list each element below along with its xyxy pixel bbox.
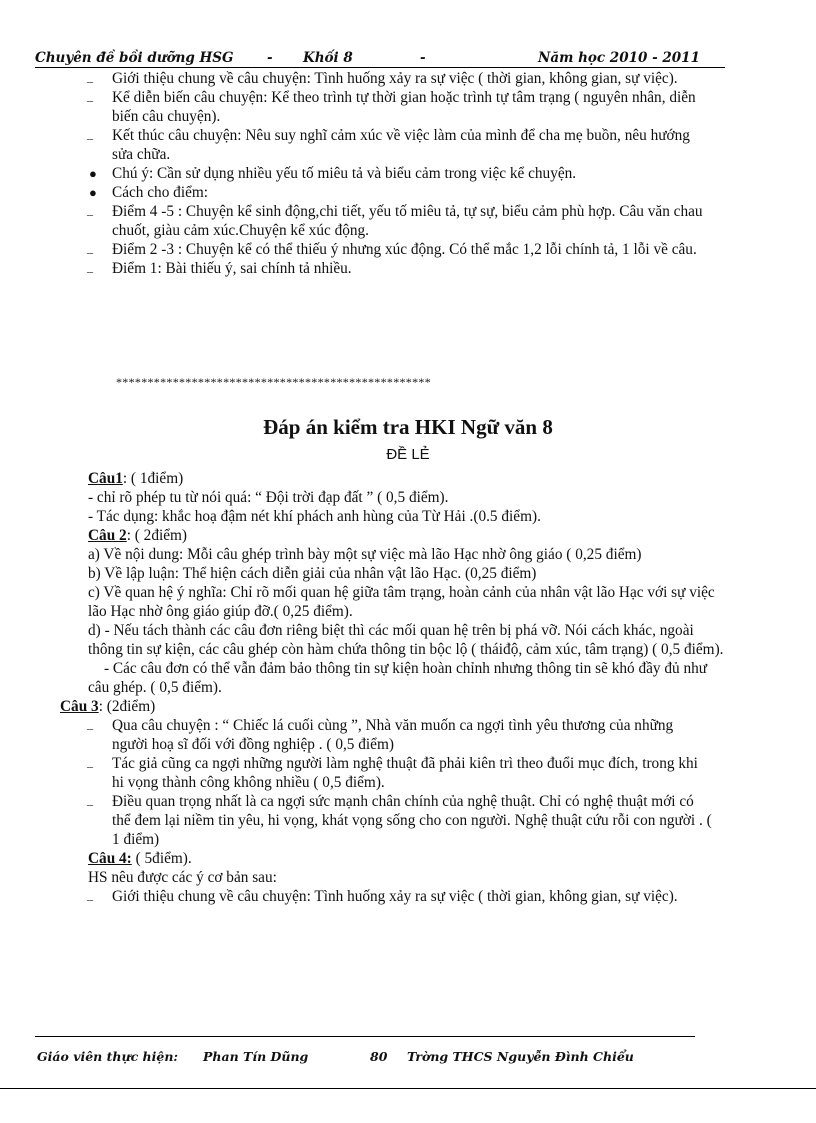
answer-line: HS nêu được các ý cơ bản sau: xyxy=(88,869,277,886)
answers-section xyxy=(0,469,816,906)
question-4-header: Câu 4: ( 5điểm). xyxy=(88,850,192,867)
list-item: – Điểm 1: Bài thiếu ý, sai chính tả nhiều. xyxy=(0,259,712,278)
page-header xyxy=(35,47,725,68)
page-title: Đáp án kiểm tra HKI Ngữ văn 8 xyxy=(263,415,553,439)
list-item: – Tác giả cũng ca ngợi những người làm nghệ thuật đã phải kiên trì theo đuổi mục đích, trong khi hi vọng thành công không nhiều ( 0,5 điểm). xyxy=(87,755,698,791)
bullet-item: ● Chú ý: Cần sử dụng nhiều yếu tố miêu tả và biểu cảm trong việc kể chuyện. xyxy=(89,165,577,182)
bullet-item: ● Cách cho điểm: xyxy=(89,184,209,201)
question-heading: Câu1 xyxy=(88,470,123,487)
answer-line: b) Về lập luận: Thể hiện cách diễn giải của nhân vật lão Hạc. (0,25 điểm) xyxy=(88,565,537,582)
list-item: – Giới thiệu chung về câu chuyện: Tình huống xảy ra sự việc ( thời gian, không gian, sự việc). xyxy=(0,887,712,906)
answer-line: - Tác dụng: khắc hoạ đậm nét khí phách anh hùng của Từ Hải .(0.5 điểm). xyxy=(88,508,541,525)
header-sep-2: - xyxy=(420,50,426,66)
answer-line: - Các câu đơn có thể vẫn đảm bảo thông tin sự kiện hoàn chỉnh nhưng thông tin sẽ khó đầy đủ như câu ghép. ( 0,5 điểm). xyxy=(88,660,708,696)
footer-teacher-name: Phan Tín Dũng xyxy=(203,1049,309,1064)
answer-line: c) Về quan hệ ý nghĩa: Chỉ rõ mối quan hệ giữa tâm trạng, hoàn cảnh của nhân vật lão Hạc với sự việc lão Hạc nhờ ông giáo giúp đỡ.( 0,25 điểm). xyxy=(88,584,715,620)
dash-marker: – xyxy=(87,264,93,278)
bullet-marker: ● xyxy=(89,185,97,200)
bottom-divider xyxy=(0,1088,816,1089)
question-1-header: Câu1: ( 1điểm) xyxy=(88,470,184,487)
header-grade: Khối 8 xyxy=(303,50,353,66)
dash-marker: – xyxy=(87,892,93,906)
question-3-header: Câu 3: (2điểm) xyxy=(60,698,156,715)
star-divider: ************************************************** xyxy=(116,375,431,389)
page-footer xyxy=(35,1036,695,1065)
dash-marker: – xyxy=(87,93,93,107)
page-subtitle: ĐỀ LẺ xyxy=(386,446,430,463)
header-year: Năm học 2010 - 2011 xyxy=(538,50,700,66)
footer-page-number: 80 xyxy=(370,1049,388,1064)
list-item: – Kể diễn biến câu chuyện: Kể theo trình tự thời gian hoặc trình tự tâm trạng ( nguyên nhân, diễn biến câu chuyện). xyxy=(87,89,696,125)
dash-marker: – xyxy=(87,207,93,221)
list-item: – Điểm 2 -3 : Chuyện kể có thể thiếu ý nhưng xúc động. Có thể mắc 1,2 lỗi chính tả, 1 lỗi về câu. xyxy=(0,240,712,259)
bullet-marker: ● xyxy=(89,166,97,181)
list-item: – Điều quan trọng nhất là ca ngợi sức mạnh chân chính của nghệ thuật. Chỉ có nghệ thuật mới có thể đem lại niềm tin yêu, hi vọng, khát vọng sống cho con người. Nghệ thuật cứu rỗi con người . ( 1 điểm) xyxy=(87,793,712,848)
answer-line: - chỉ rõ phép tu từ nói quá: “ Đội trời đạp đất ” ( 0,5 điểm). xyxy=(88,489,449,506)
header-sep-1: - xyxy=(267,50,273,66)
dash-marker: – xyxy=(87,74,93,88)
answer-line: a) Về nội dung: Mỗi câu ghép trình bày một sự việc mà lão Hạc nhờ ông giáo ( 0,25 điểm) xyxy=(88,546,642,563)
footer-teacher-label: Giáo viên thực hiện: xyxy=(37,1049,179,1064)
header-course: Chuyên đề bồi dưỡng HSG xyxy=(35,50,234,66)
footer-school: Trờng THCS Nguyễn Đình Chiểu xyxy=(407,1049,634,1064)
question-2-header: Câu 2: ( 2điểm) xyxy=(88,527,188,544)
dash-marker: – xyxy=(87,245,93,259)
dash-marker: – xyxy=(87,131,93,145)
list-item: – Kết thúc câu chuyện: Nêu suy nghĩ cảm xúc về việc làm của mình để cha mẹ buồn, nêu hướng sửa chữa. xyxy=(87,127,690,163)
dash-marker: – xyxy=(87,721,93,735)
list-item: – Điểm 4 -5 : Chuyện kể sinh động,chi tiết, yếu tố miêu tả, tự sự, biểu cảm phù hợp. Câu văn chau chuốt, giàu cảm xúc.Chuyện kể xúc động. xyxy=(87,203,703,239)
question-heading: Câu 3 xyxy=(60,698,99,715)
question-heading: Câu 4: xyxy=(88,850,132,867)
dash-marker: – xyxy=(87,797,93,811)
list-item: – Giới thiệu chung về câu chuyện: Tình huống xảy ra sự việc ( thời gian, không gian, sự việc). xyxy=(0,69,712,88)
answer-line: d) - Nếu tách thành các câu đơn riêng biệt thì các mối quan hệ trên bị phá vỡ. Nói cách khác, ngoài thông tin sự kiện, các câu ghép còn hàm chứa thông tin bộc lộ ( tháiđộ, cảm xúc, tâm trạng) ( 0,5 điểm). xyxy=(88,622,724,658)
question-heading: Câu 2 xyxy=(88,527,127,544)
dash-marker: – xyxy=(87,759,93,773)
top-section xyxy=(0,69,816,278)
list-item: – Qua câu chuyện : “ Chiếc lá cuối cùng ”, Nhà văn muốn ca ngợi tình yêu thương của những người hoạ sĩ đối với đồng nghiệp . ( 0,5 điểm) xyxy=(87,717,674,753)
